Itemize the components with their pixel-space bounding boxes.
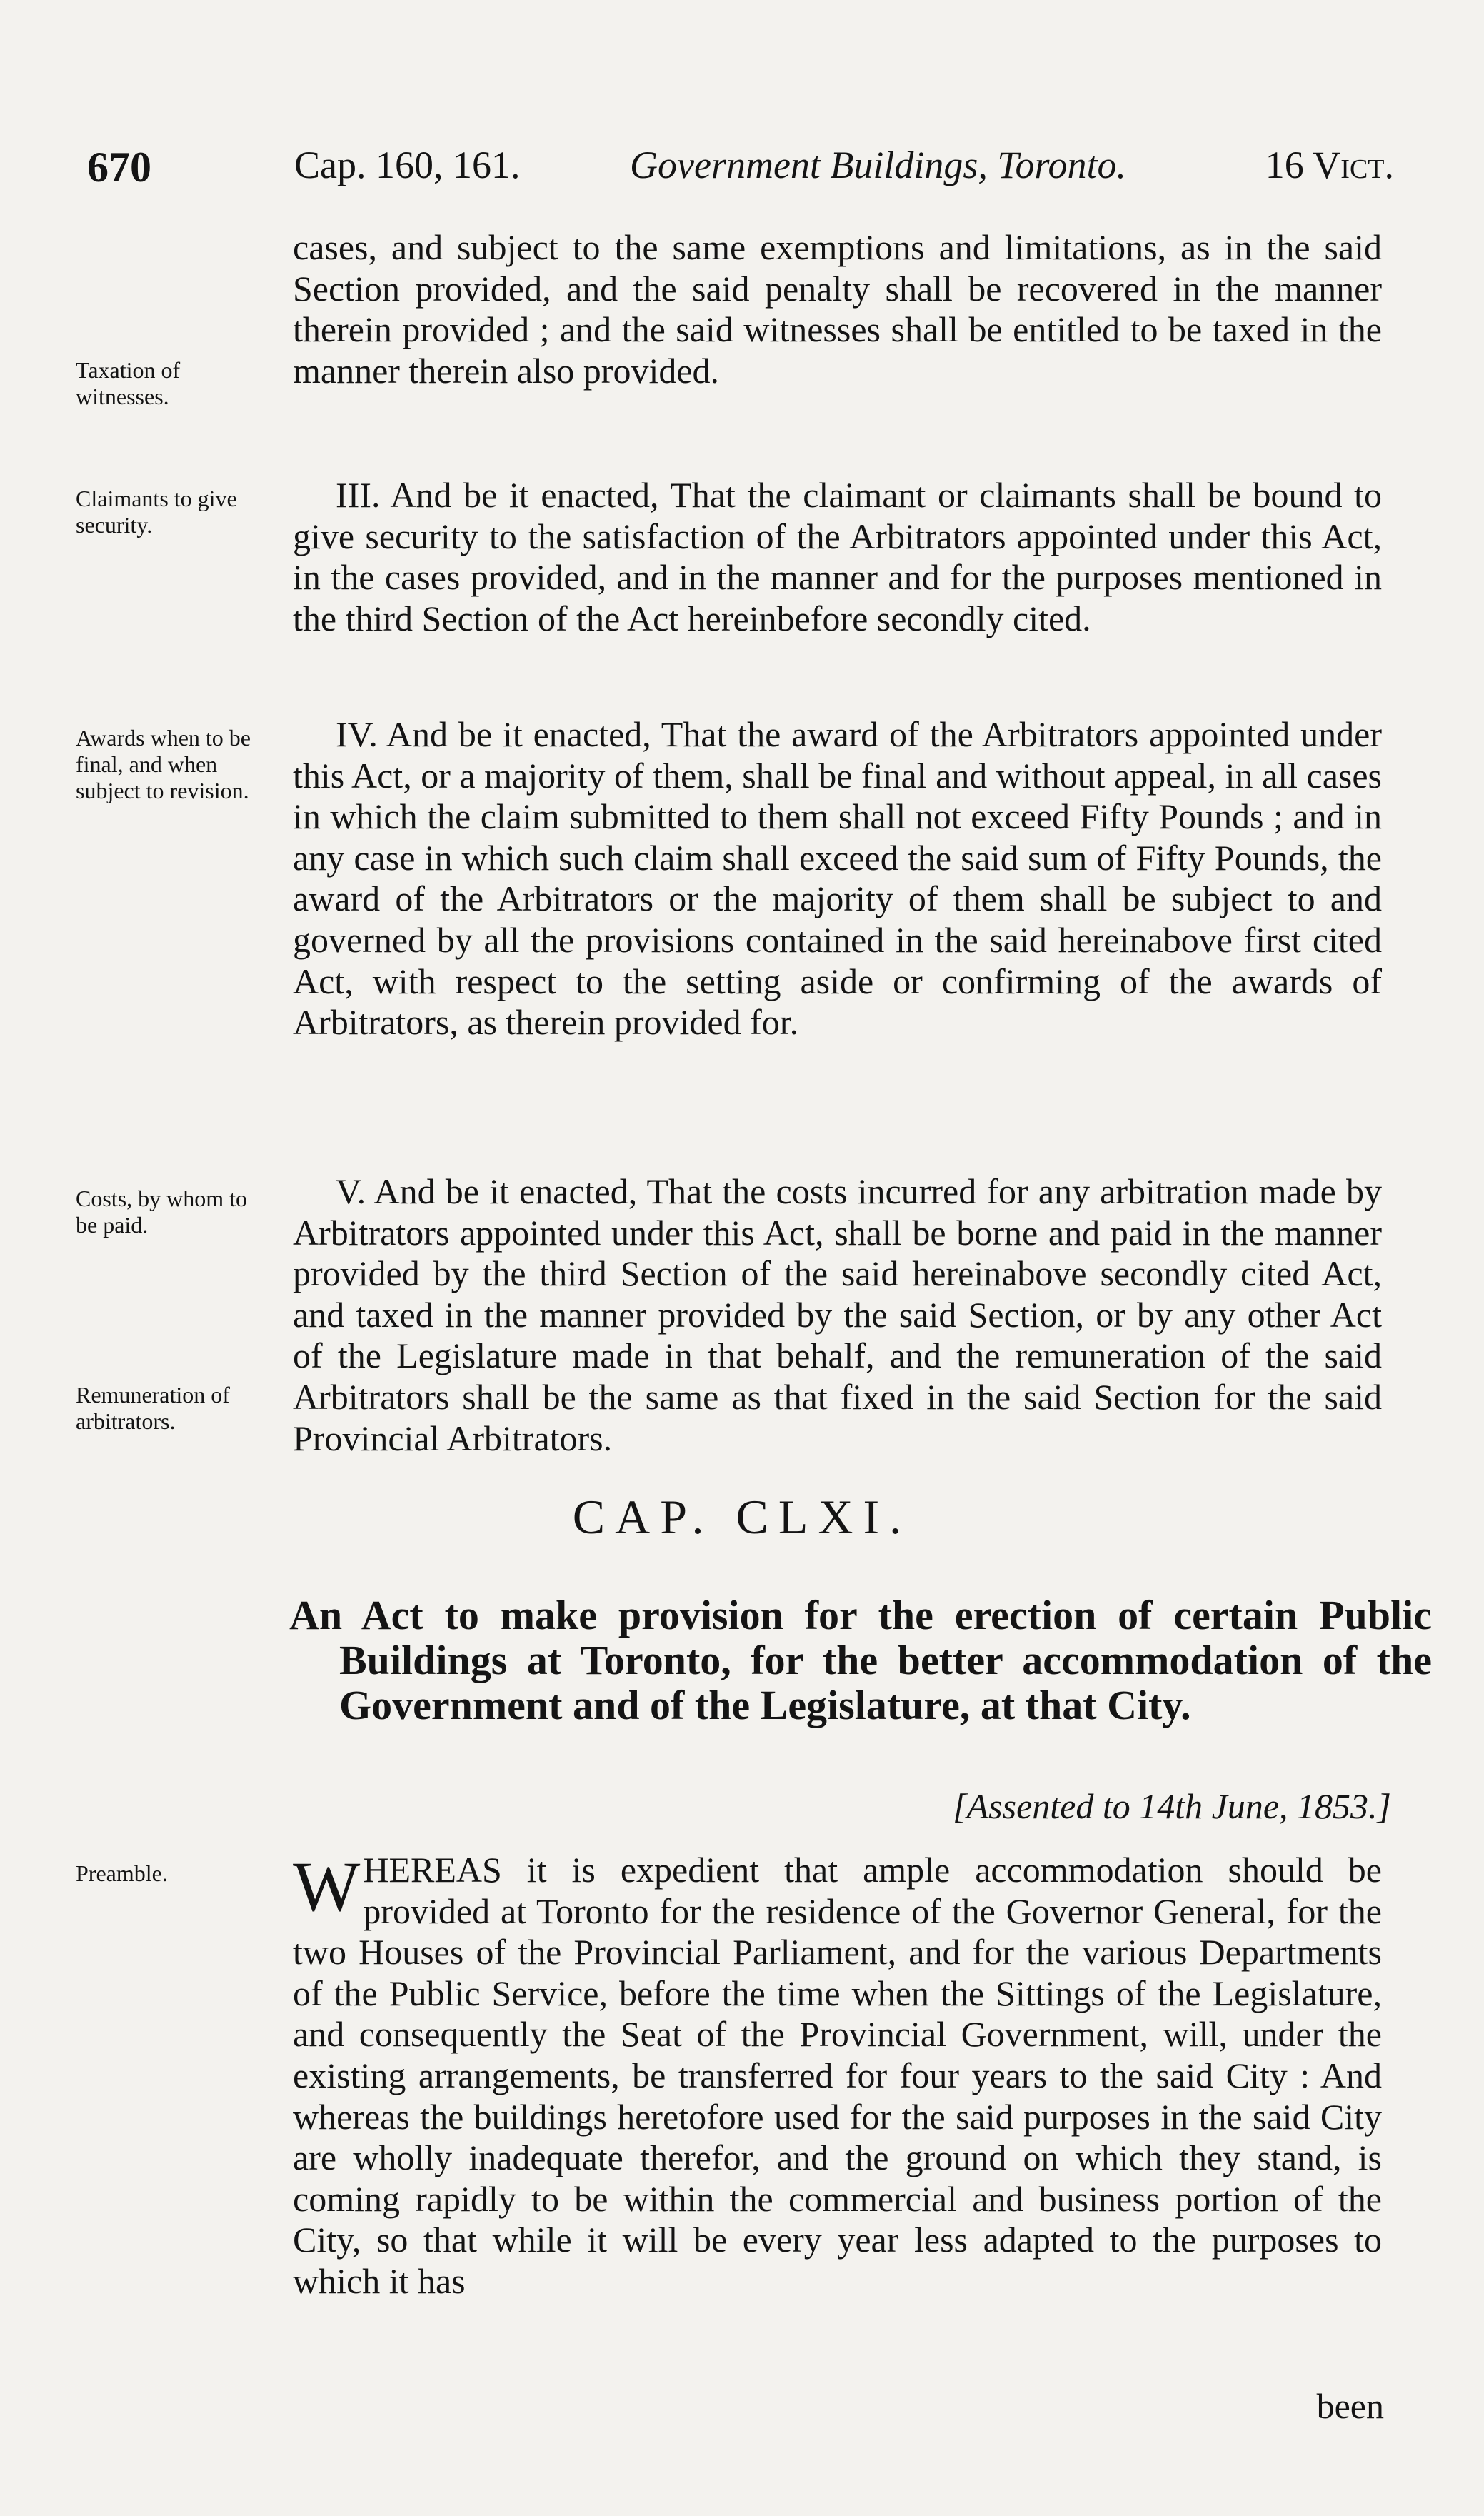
running-title: Government Buildings, Toronto. xyxy=(630,144,1127,186)
drop-capital: W xyxy=(293,1847,361,1926)
assent-date: [Assented to 14th June, 1853.] xyxy=(953,1786,1391,1826)
page-number: 670 xyxy=(87,144,151,191)
catchword: been xyxy=(1316,2386,1384,2426)
paragraph-section-3: III. And be it enacted, That the claimant or claimants shall be bound to give security to the satisfaction of the Arbitrators appointed under this Act, in the cases provided, and in the manner and for the purposes mentioned in the third Section of the Act hereinbefore secondly cited. xyxy=(293,475,1382,638)
chapter-reference: Cap. 160, 161. xyxy=(294,144,521,186)
regnal-year: 16 Vict. xyxy=(1265,144,1394,186)
act-title: An Act to make provision for the erection of certain Public Buildings at Toronto, for the better accommodation of the Government and of the Legislature, at that City. xyxy=(289,1592,1432,1728)
paragraph-section-4: IV. And be it enacted, That the award of the Arbitrators appointed under this Act, or a majority of them, shall be final and without appeal, in all cases in which the claim submitted to them shall not exceed Fifty Pounds ; and in any case in which such claim shall exceed the said sum of Fifty Pounds, the award of the Arbitrators or the majority of them shall be subject to and governed by all the provisions contained in the said hereinabove first cited Act, with respect to the setting aside or confirming of the awards of Arbitrators, as therein provided for. xyxy=(293,714,1382,1043)
margin-note-awards: Awards when to be final, and when subject to revision. xyxy=(76,725,251,803)
paragraph-continuation: cases, and subject to the same exemptions and limitations, as in the said Section provided, and the said penalty shall be recovered in the manner therein provided ; and the said witnesses shall be entitled to be taxed in the manner therein also provided. xyxy=(293,227,1382,391)
section-3 xyxy=(293,475,1382,639)
section-continuation xyxy=(293,227,1382,391)
margin-note-taxation: Taxation of witnesses. xyxy=(76,357,181,409)
preamble-paragraph xyxy=(293,1847,1382,2302)
margin-note-claimants: Claimants to give security. xyxy=(76,486,237,538)
chapter-heading: CAP. CLXI. xyxy=(572,1490,912,1544)
section-5 xyxy=(293,1171,1382,1459)
margin-note-remuneration: Remuneration of arbitrators. xyxy=(76,1382,230,1434)
preamble-text xyxy=(293,1847,1382,2302)
section-4 xyxy=(293,714,1382,1043)
running-header xyxy=(87,143,1394,207)
margin-note-costs: Costs, by whom to be paid. xyxy=(76,1186,248,1238)
paragraph-section-5: V. And be it enacted, That the costs incurred for any arbitration made by Arbitrators appointed under this Act, shall be borne and paid in the manner provided by the third Section of the said hereinabove secondly cited Act, and taxed in the manner provided by the said Section, or by any other Act of the Legislature made in that behalf, and the remuneration of the said Arbitrators shall be the same as that fixed in the said Section for the said Provincial Arbitrators. xyxy=(293,1171,1382,1458)
margin-note-preamble: Preamble. xyxy=(76,1860,168,1886)
preamble-body: HEREAS it is expedient that ample accommodation should be provided at Toronto for the residence of the Governor General, for the two Houses of the Provincial Parliament, and for the various Departments of the Public Service, before the time when the Sittings of the Legislature, and consequently the Seat of the Provincial Government, will, under the existing arrangements, be transferred for four years to the said City : And whereas the buildings heretofore used for the said purposes in the said City are wholly inadequate therefor, and the ground on which they stand, is coming rapidly to be within the commercial and business portion of the City, so that while it will be every year less adapted to the purposes to which it has xyxy=(293,1850,1382,2301)
